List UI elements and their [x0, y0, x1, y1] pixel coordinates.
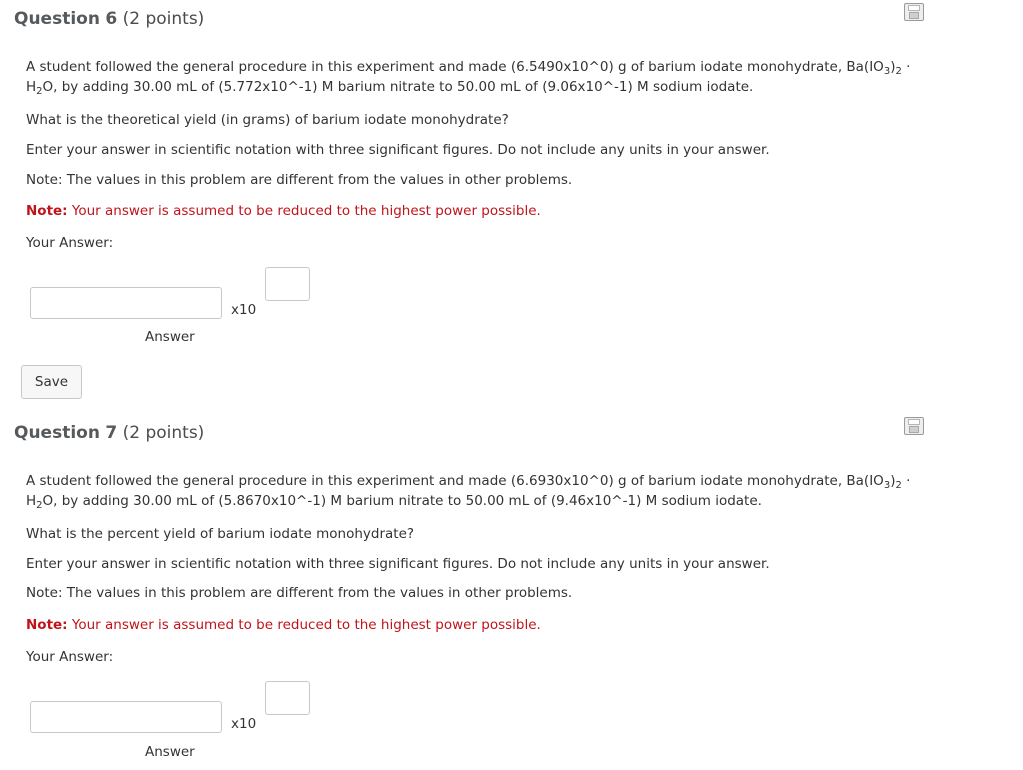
- question-number: 6: [105, 9, 118, 29]
- save-button[interactable]: Save: [21, 365, 82, 399]
- answer-input[interactable]: [30, 287, 222, 319]
- instruction-text: Enter your answer in scientific notation with three significant figures. Do not include any units in your answer.: [26, 142, 770, 158]
- question-points: (2 points): [122, 423, 205, 443]
- instruction-text: Enter your answer in scientific notation with three significant figures. Do not include any units in your answer.: [26, 556, 770, 572]
- x10-label: x10: [231, 716, 257, 732]
- question-points: (2 points): [122, 9, 205, 29]
- note-reduce-text: Note: Your answer is assumed to be reduced to the highest power possible.: [26, 203, 541, 219]
- answer-input[interactable]: [30, 701, 222, 733]
- question-6-prompt: A student followed the general procedure in this experiment and made (6.5490x10^0) g of barium iodate monohydrate, $Ba(IO_3)_2$ · $H_2O$, by adding 30.00 mL of (5.772x10^-1) M barium nitrate to 50.00 mL of (9.06x10^-1) M sodium iodate.: [26, 59, 911, 97]
- question-6-title: Question 6 (2 points): [14, 9, 205, 29]
- your-answer-label: Your Answer:: [26, 235, 114, 251]
- floppy-save-icon[interactable]: [904, 417, 924, 435]
- question-7-text: What is the percent yield of barium iodate monohydrate?: [26, 526, 415, 542]
- floppy-save-icon[interactable]: [904, 3, 924, 21]
- exponent-input[interactable]: [265, 267, 310, 301]
- x10-label: x10: [231, 302, 257, 318]
- answer-caption: Answer: [145, 329, 195, 345]
- question-6-text: What is the theoretical yield (in grams) of barium iodate monohydrate?: [26, 112, 509, 128]
- answer-caption: Answer: [145, 744, 195, 760]
- question-7-prompt: A student followed the general procedure in this experiment and made (6.6930x10^0) g of barium iodate monohydrate, $Ba(IO_3)_2$ · $H_2O$, by adding 30.00 mL of (5.8670x10^-1) M barium nitrate to 50.00 mL of (9.46x10^-1) M sodium iodate.: [26, 473, 911, 511]
- question-7-title: Question 7 (2 points): [14, 423, 205, 443]
- note-values-text: Note: The values in this problem are different from the values in other problems.: [26, 585, 573, 601]
- note-values-text: Note: The values in this problem are different from the values in other problems.: [26, 172, 573, 188]
- your-answer-label: Your Answer:: [26, 649, 114, 665]
- question-number: 7: [105, 423, 118, 443]
- exponent-input[interactable]: [265, 681, 310, 715]
- note-reduce-text: Note: Your answer is assumed to be reduced to the highest power possible.: [26, 617, 541, 633]
